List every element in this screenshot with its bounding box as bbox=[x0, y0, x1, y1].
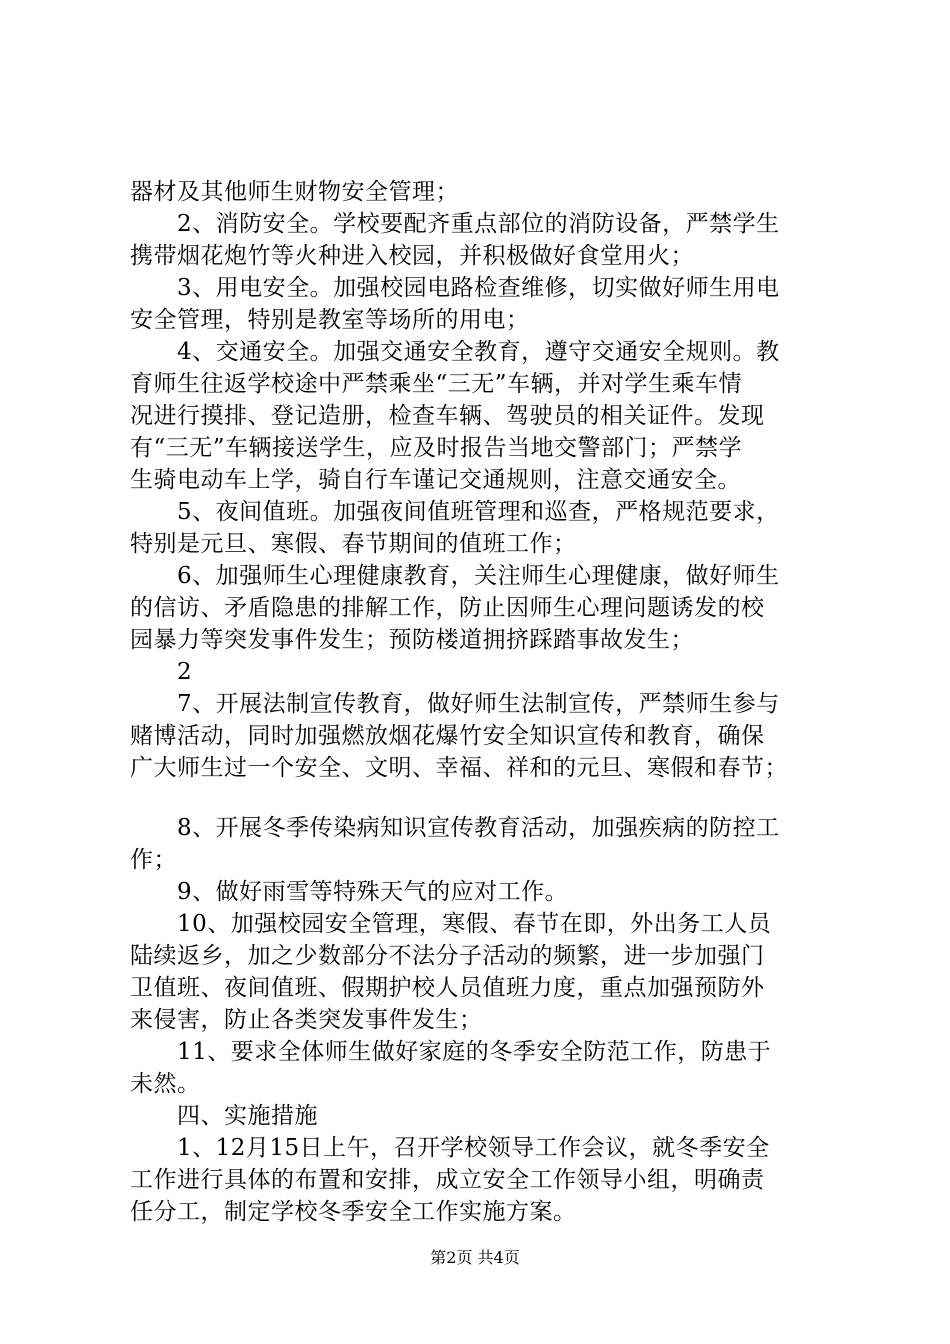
body-line: 5、夜间值班。加强夜间值班管理和巡查，严格规范要求， bbox=[130, 499, 780, 525]
body-line: 7、开展法制宣传教育，做好师生法制宣传，严禁师生参与 bbox=[130, 691, 780, 717]
page-footer: 第2页 共4页 bbox=[430, 1248, 520, 1267]
body-line: 9、做好雨雪等特殊天气的应对工作。 bbox=[130, 879, 569, 905]
body-line: 况进行摸排、登记造册，检查车辆、驾驶员的相关证件。发现 bbox=[130, 403, 765, 429]
page-number-inline: 2 bbox=[130, 659, 193, 685]
body-line: 特别是元旦、寒假、春节期间的值班工作； bbox=[130, 531, 577, 557]
body-line: 任分工，制定学校冬季安全工作实施方案。 bbox=[130, 1199, 577, 1225]
body-line: 3、用电安全。加强校园电路检查维修，切实做好师生用电 bbox=[130, 275, 780, 301]
body-line: 的信访、矛盾隐患的排解工作，防止因师生心理问题诱发的校 bbox=[130, 595, 765, 621]
body-line: 来侵害，防止各类突发事件发生； bbox=[130, 1007, 483, 1033]
body-line: 8、开展冬季传染病知识宣传教育活动，加强疾病的防控工 bbox=[130, 815, 780, 841]
body-line: 陆续返乡，加之少数部分不法分子活动的频繁，进一步加强门 bbox=[130, 943, 765, 969]
body-line: 园暴力等突发事件发生；预防楼道拥挤踩踏事故发生； bbox=[130, 627, 694, 653]
body-line: 携带烟花炮竹等火种进入校园，并积极做好食堂用火； bbox=[130, 243, 694, 269]
body-line: 卫值班、夜间值班、假期护校人员值班力度，重点加强预防外 bbox=[130, 975, 765, 1001]
body-line: 广大师生过一个安全、文明、幸福、祥和的元旦、寒假和春节； bbox=[130, 755, 788, 781]
body-line: 赌博活动，同时加强燃放烟花爆竹安全知识宣传和教育，确保 bbox=[130, 723, 765, 749]
body-line: 2、消防安全。学校要配齐重点部位的消防设备，严禁学生 bbox=[130, 211, 780, 237]
body-line: 11、要求全体师生做好家庭的冬季安全防范工作，防患于 bbox=[130, 1039, 772, 1065]
body-line: 器材及其他师生财物安全管理； bbox=[130, 179, 459, 205]
body-line: 6、加强师生心理健康教育，关注师生心理健康，做好师生 bbox=[130, 563, 780, 589]
section-heading: 四、实施措施 bbox=[130, 1103, 318, 1129]
body-line: 有“三无”车辆接送学生，应及时报告当地交警部门；严禁学 bbox=[130, 435, 743, 461]
body-line: 作； bbox=[130, 847, 177, 873]
body-line: 未然。 bbox=[130, 1071, 201, 1097]
body-line: 工作进行具体的布置和安排，成立安全工作领导小组，明确责 bbox=[130, 1167, 765, 1193]
body-line: 安全管理，特别是教室等场所的用电； bbox=[130, 307, 530, 333]
body-line: 育师生往返学校途中严禁乘坐“三无”车辆，并对学生乘车情 bbox=[130, 371, 743, 397]
body-line: 1、12月15日上午，召开学校领导工作会议，就冬季安全 bbox=[130, 1135, 770, 1161]
body-line: 10、加强校园安全管理，寒假、春节在即，外出务工人员 bbox=[130, 911, 772, 937]
body-line: 生骑电动车上学，骑自行车谨记交通规则，注意交通安全。 bbox=[130, 467, 741, 493]
body-line: 4、交通安全。加强交通安全教育，遵守交通安全规则。教 bbox=[130, 339, 780, 365]
